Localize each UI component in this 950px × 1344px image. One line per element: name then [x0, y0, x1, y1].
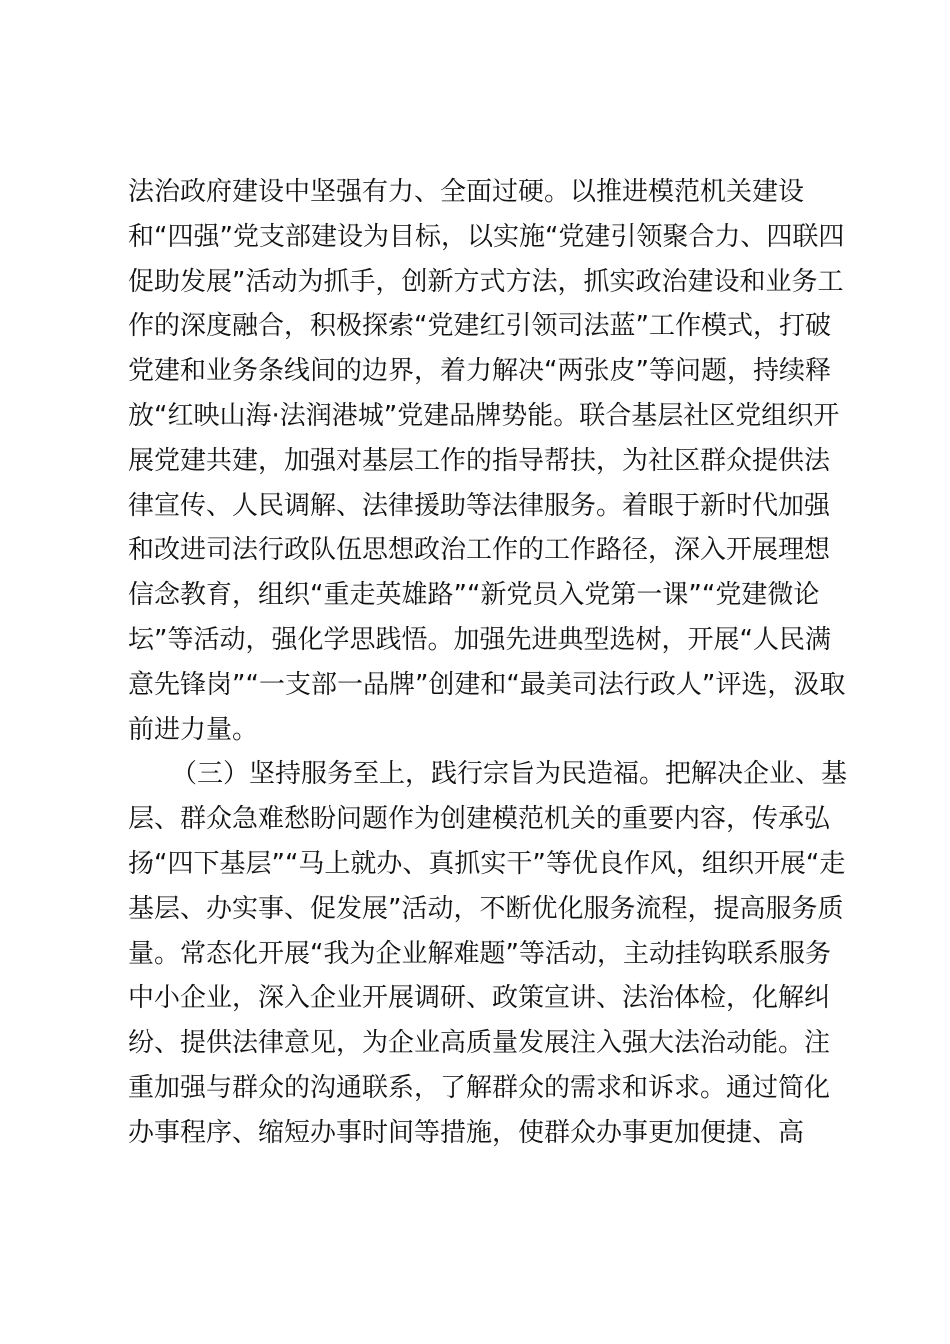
text-line: 扬“四下基层”“马上就办、真抓实干”等优良作风，组织开展“走 [128, 848, 846, 879]
text-line: 法治政府建设中坚强有力、全面过硬。以推进模范机关建设 [128, 177, 805, 207]
body-text [128, 170, 848, 1156]
text-line: 量。常态化开展“我为企业解难题”等活动，主动挂钩联系服务 [128, 938, 831, 969]
text-line: 信念教育，组织“重走英雄路”“新党员入党第一课”“党建微论 [128, 580, 820, 611]
text-line: 和“四强”党支部建设为目标，以实施“党建引领聚合力、四联四 [128, 221, 845, 252]
text-line: 律宣传、人民调解、法律援助等法律服务。着眼于新时代加强 [128, 490, 831, 521]
text-line: 促助发展”活动为抓手，创新方式方法，抓实政治建设和业务工 [128, 266, 844, 297]
text-line: 办事程序、缩短办事时间等措施，使群众办事更加便捷、高 [128, 1117, 805, 1148]
text-line: 重加强与群众的沟通联系，了解群众的需求和诉求。通过简化 [128, 1072, 831, 1103]
text-line: 意先锋岗”“一支部一品牌”创建和“最美司法行政人”评选，汲取 [128, 669, 846, 700]
text-line: 作的深度融合，积极探索“党建红引领司法蓝”工作模式，打破 [128, 311, 831, 342]
text-line: 和改进司法行政队伍思想政治工作的工作路径，深入开展理想 [128, 535, 831, 566]
paragraph-heading-line: （三）坚持服务至上，践行宗旨为民造福。把解决企业、基 [171, 759, 848, 790]
text-line: 中小企业，深入企业开展调研、政策宣讲、法治体检，化解纠 [128, 983, 831, 1014]
text-line: 党建和业务条线间的边界，着力解决“两张皮”等问题，持续释 [128, 356, 831, 387]
text-line: 放“红映山海·法润港城”党建品牌势能。联合基层社区党组织开 [128, 400, 840, 431]
text-line: 基层、办实事、促发展”活动，不断优化服务流程，提高服务质 [128, 893, 844, 924]
text-line: 前进力量。 [128, 714, 259, 745]
text-line: 坛”等活动，强化学思践悟。加强先进典型选树，开展“人民满 [128, 624, 831, 655]
text-line: 纷、提供法律意见，为企业高质量发展注入强大法治动能。注 [128, 1028, 831, 1059]
text-line: 展党建共建，加强对基层工作的指导帮扶，为社区群众提供法 [128, 445, 831, 476]
text-line: 层、群众急难愁盼问题作为创建模范机关的重要内容，传承弘 [128, 804, 831, 835]
